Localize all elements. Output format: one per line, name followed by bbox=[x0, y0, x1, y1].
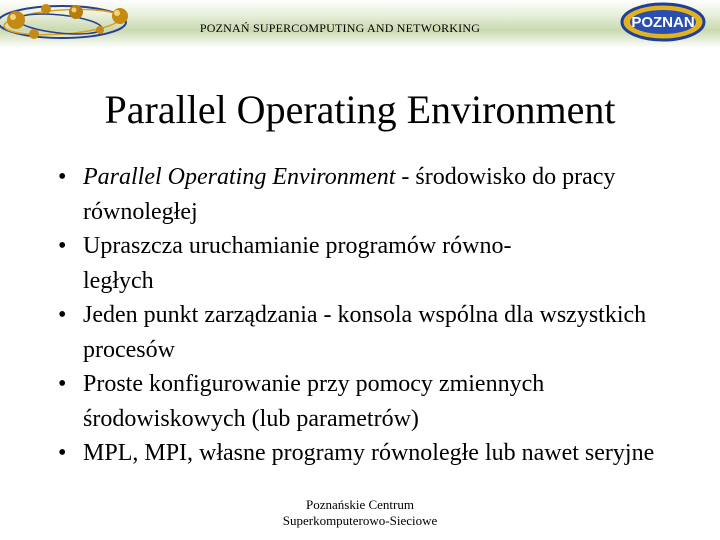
footer-line-1: Poznańskie Centrum bbox=[306, 497, 414, 512]
bullet-item bbox=[58, 367, 688, 436]
bullet-text: MPL, MPI, własne programy równoległe lub nawet seryjne bbox=[83, 440, 655, 466]
bullet-icon: • bbox=[58, 164, 67, 190]
bullet-item bbox=[58, 298, 688, 367]
footer-line-2: Superkomputerowo-Sieciowe bbox=[282, 513, 438, 528]
bullet-icon: • bbox=[58, 302, 67, 328]
bullet-emphasis: Parallel Operating Environment bbox=[83, 164, 396, 190]
bullet-list bbox=[58, 160, 688, 471]
bullet-item bbox=[58, 160, 688, 229]
poznan-logo-icon bbox=[620, 2, 706, 42]
bullet-icon: • bbox=[58, 233, 67, 259]
bullet-text: Jeden punkt zarządzania - konsola wspólna dla wszystkich procesów bbox=[83, 302, 647, 363]
bullet-text: Proste konfigurowanie przy pomocy zmiennych środowiskowych (lub parametrów) bbox=[83, 371, 545, 432]
header-title: POZNAŃ SUPERCOMPUTING AND NETWORKING bbox=[199, 21, 481, 35]
logo-text: POZNAN bbox=[631, 14, 695, 31]
bullet-icon: • bbox=[58, 371, 67, 397]
bullet-text: - środowisko do pracy równoległej bbox=[83, 164, 616, 225]
footer bbox=[0, 497, 720, 529]
bullet-text: Upraszcza uruchamianie programów równo- ległych bbox=[83, 233, 512, 294]
bullet-item bbox=[58, 436, 688, 471]
bullet-item bbox=[58, 229, 688, 298]
bullet-icon: • bbox=[58, 440, 67, 466]
slide-title: Parallel Operating Environment bbox=[104, 87, 616, 132]
